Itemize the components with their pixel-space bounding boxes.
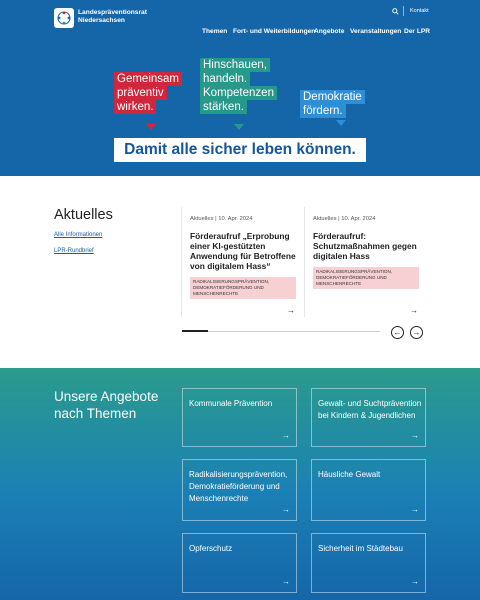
arrow-right-icon: → — [282, 577, 290, 586]
search-icon — [392, 8, 399, 15]
arrow-right-icon: → — [411, 577, 419, 586]
offer-tile-label: Sicherheit im Städtebau — [318, 544, 403, 553]
arrow-right-icon: → — [411, 505, 419, 514]
news-heading: Aktuelles — [54, 207, 113, 223]
search-button[interactable] — [392, 8, 399, 17]
logo-line-2: Niedersachsen — [78, 17, 125, 24]
bubble-line: stärken. — [200, 100, 247, 114]
bubble-tail — [234, 124, 244, 130]
news-card-meta: Aktuelles | 10. Apr. 2024 — [190, 216, 253, 222]
arrow-right-icon: → — [410, 306, 418, 315]
newsletter-link[interactable]: LPR-Rundbrief — [54, 248, 94, 254]
carousel-next-button[interactable]: → — [410, 326, 423, 339]
arrow-right-icon: → — [282, 505, 290, 514]
offers-heading-line: Unsere Angebote — [54, 389, 159, 404]
offer-tile-gewaltpraevention[interactable] — [311, 388, 426, 447]
offer-tile-label: Radikalisierungsprävention, Demokratieförderung und Menschenrechte — [189, 470, 288, 503]
logo-text[interactable] — [78, 9, 147, 25]
bubble-line: fördern. — [300, 104, 346, 118]
offers-heading — [54, 388, 158, 422]
nav-item-angebote[interactable]: Angebote — [314, 28, 345, 35]
nav-item-veranstaltungen[interactable]: Veranstaltungen — [350, 28, 402, 35]
logo-line-1: Landespräventionsrat — [78, 9, 147, 16]
offer-tile-opferschutz[interactable] — [182, 533, 297, 593]
nav-item-fortbildungen[interactable]: Fort- und Weiterbildungen — [233, 28, 316, 35]
logo-mark-icon — [56, 10, 72, 26]
slogan-bubble-gemeinsam — [114, 72, 182, 114]
bubble-line: Demokratie — [300, 90, 365, 104]
slogan-bubble-demokratie — [300, 90, 365, 118]
news-card-tag[interactable]: RADIKALISIERUNGSPRÄVENTION, DEMOKRATIEFÖRDERUNG UND MENSCHENRECHTE — [190, 277, 296, 299]
news-card[interactable] — [181, 207, 301, 317]
arrow-right-icon: → — [282, 431, 290, 440]
news-card-meta: Aktuelles | 10. Apr. 2024 — [313, 216, 376, 222]
offer-tile-label: Kommunale Prävention — [189, 399, 273, 408]
bubble-line: wirken. — [114, 100, 156, 114]
bubble-line: präventiv — [114, 86, 167, 100]
bubble-line: Gemeinsam — [114, 72, 182, 86]
nav-item-der-lpr[interactable]: Der LPR — [404, 28, 431, 35]
offer-tile-label: Gewalt- und Suchtprävention bei Kindern & Jugendlichen — [318, 399, 422, 420]
arrow-right-icon: → — [287, 306, 295, 315]
carousel-progress-bar — [182, 330, 208, 332]
header-divider — [403, 6, 404, 16]
nav-item-themen[interactable]: Themen — [202, 28, 228, 35]
offer-tile-radikalisierungspraevention[interactable] — [182, 459, 297, 521]
all-information-link[interactable]: Alle Informationen — [54, 232, 103, 238]
offer-tile-kommunale-praevention[interactable] — [182, 388, 297, 447]
offer-tile-label: Häusliche Gewalt — [318, 470, 381, 479]
offer-tile-sicherheit-staedtebau[interactable] — [311, 533, 426, 593]
bubble-line: handeln. — [200, 72, 250, 86]
carousel-prev-button[interactable]: ← — [391, 326, 404, 339]
offer-tile-label: Opferschutz — [189, 544, 233, 553]
bubble-line: Hinschauen, — [200, 58, 270, 72]
bubble-tail — [336, 120, 346, 126]
hero-tagline: Damit alle sicher leben können. — [114, 138, 366, 162]
carousel-progress-track — [182, 331, 380, 332]
offers-section — [0, 368, 480, 600]
logo[interactable] — [54, 8, 74, 28]
news-card[interactable] — [304, 207, 424, 317]
bubble-line: Kompetenzen — [200, 86, 277, 100]
contact-link[interactable]: Kontakt — [410, 8, 429, 14]
offer-tile-haeusliche-gewalt[interactable] — [311, 459, 426, 521]
news-card-tag[interactable]: RADIKALISIERUNGSPRÄVENTION, DEMOKRATIEFÖRDERUNG UND MENSCHENRECHTE — [313, 267, 419, 289]
news-card-title: Förderaufruf „Erprobung einer KI-gestützten Anwendung für Betroffene von digitalem Hass“ — [190, 231, 296, 271]
bubble-tail — [146, 124, 156, 130]
news-card-title: Förderaufruf: Schutzmaßnahmen gegen digitalen Hass — [313, 231, 417, 261]
arrow-right-icon: → — [411, 431, 419, 440]
hero-section — [0, 0, 480, 176]
slogan-bubble-hinschauen — [200, 58, 277, 114]
offers-heading-line: nach Themen — [54, 406, 137, 421]
